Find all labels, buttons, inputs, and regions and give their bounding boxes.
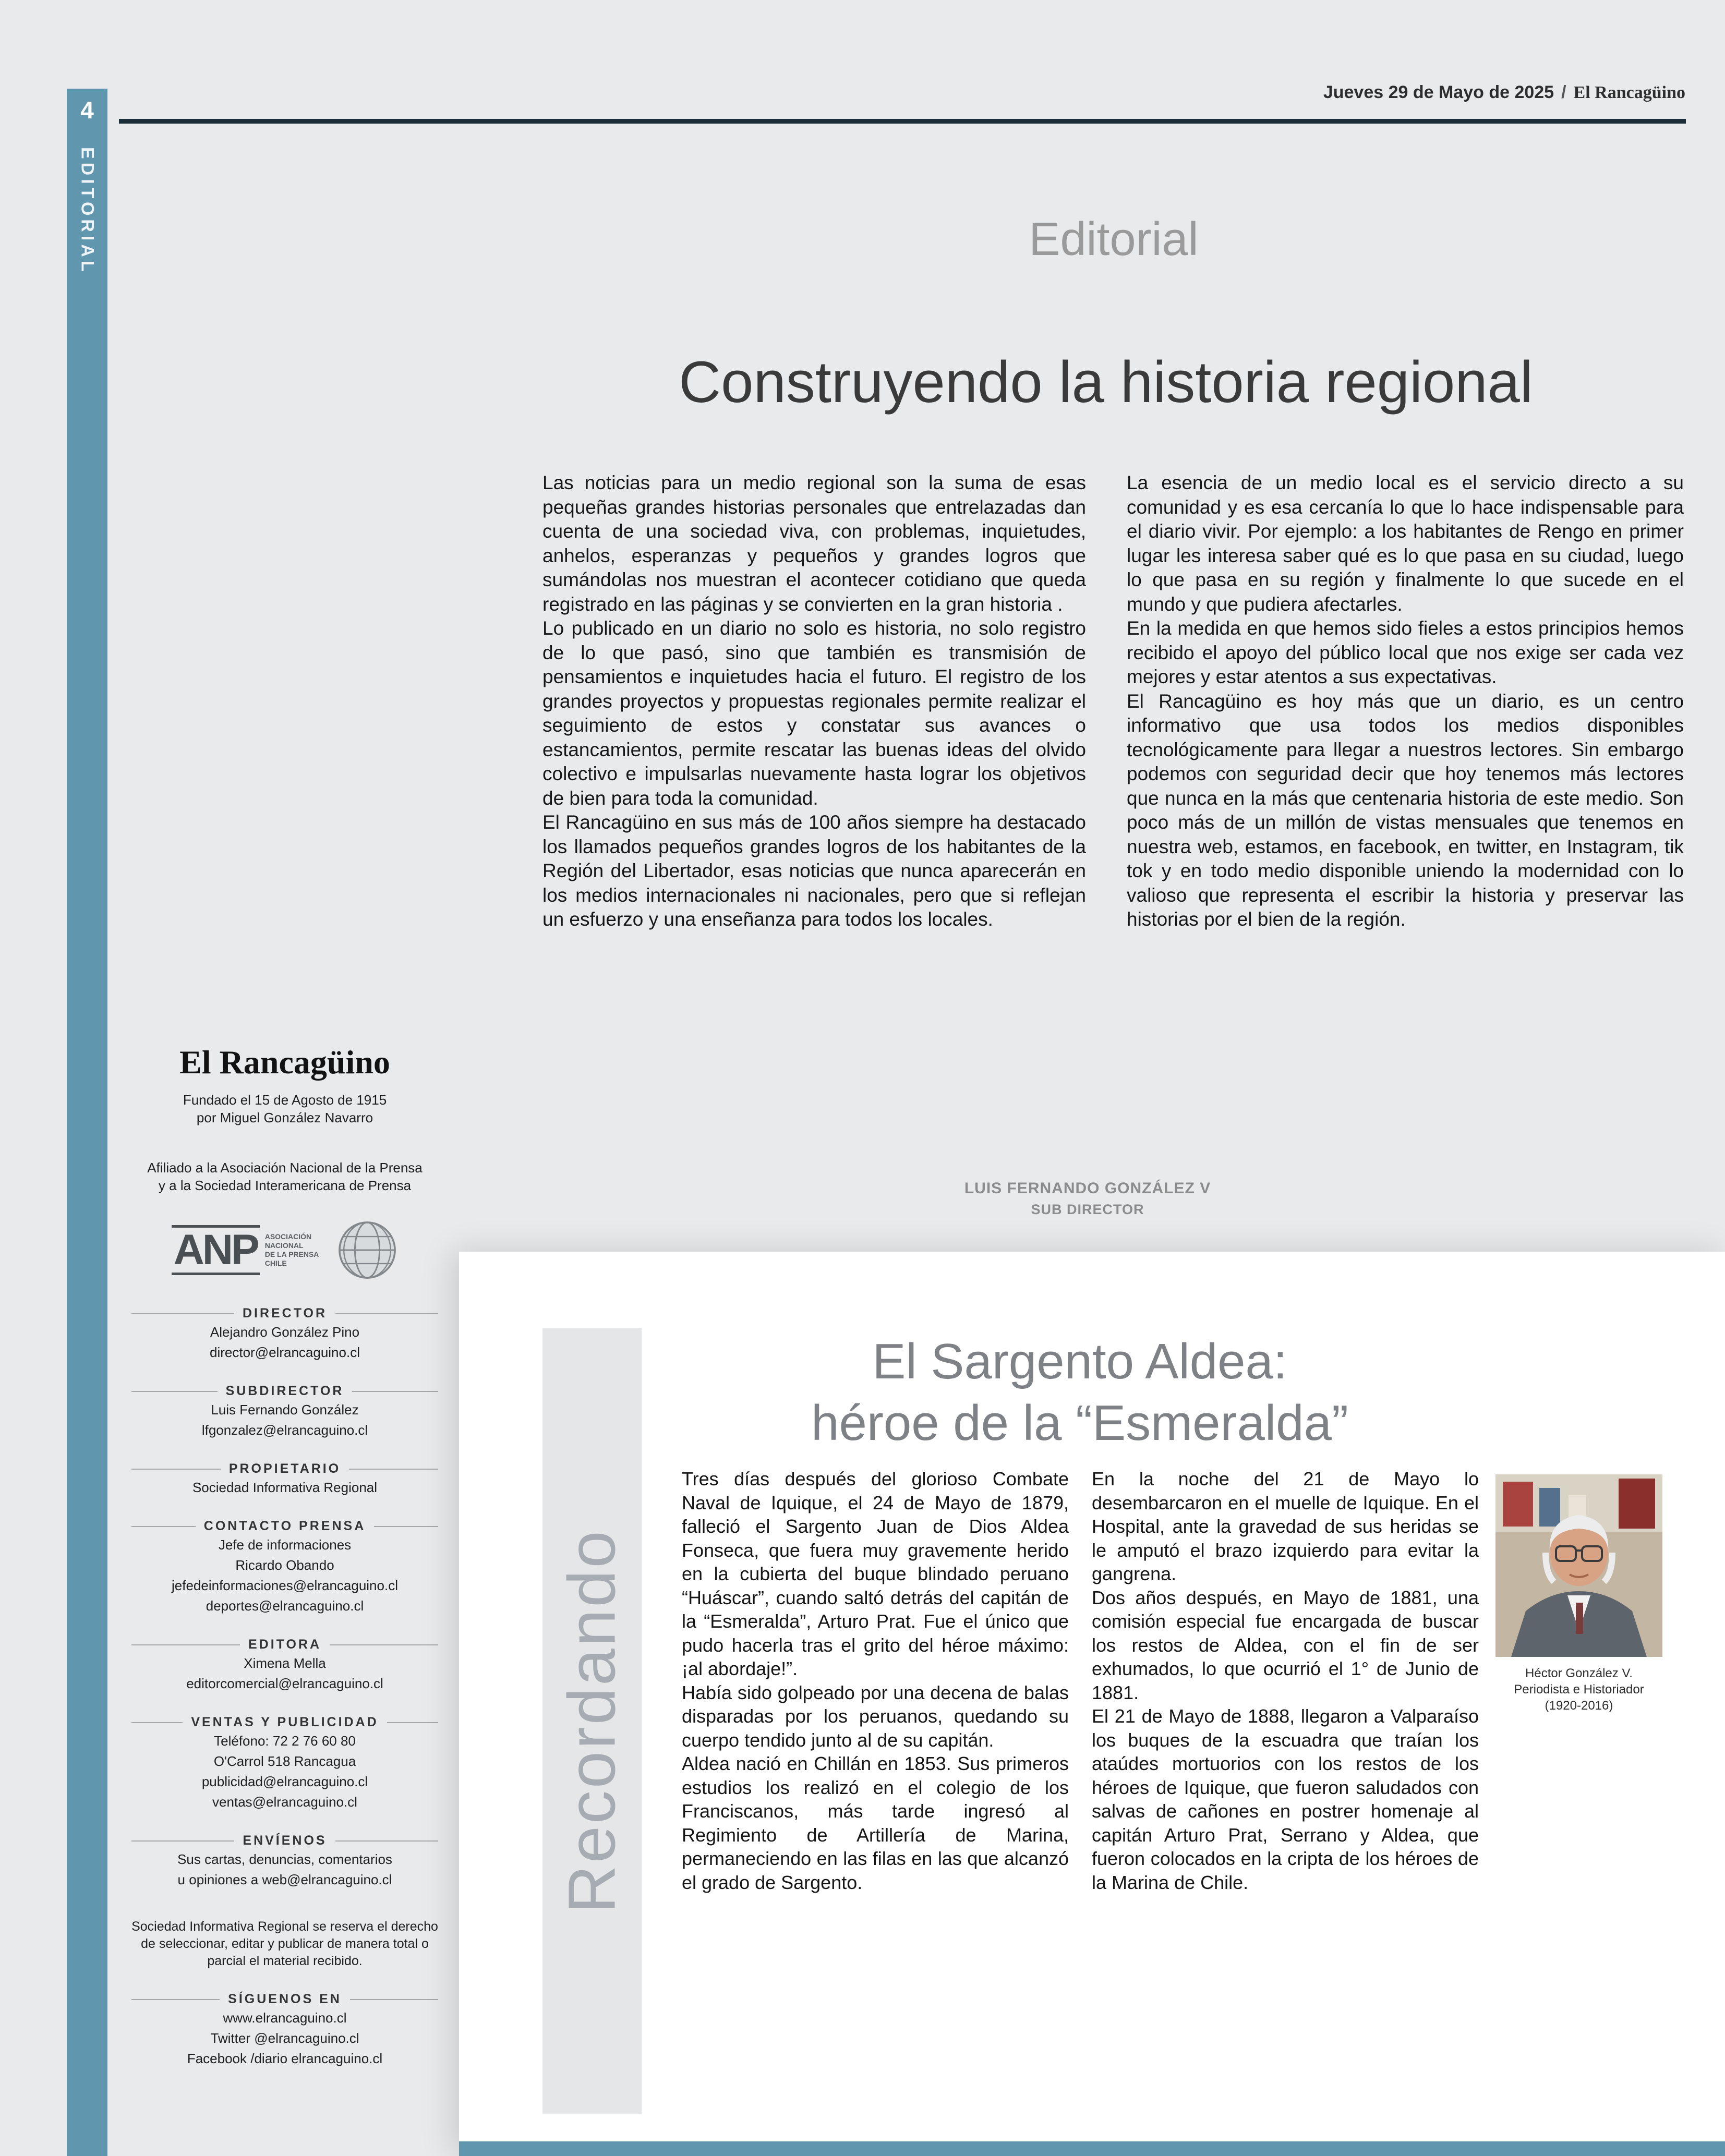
masthead-logos <box>131 1216 438 1284</box>
anp-sub-line: NACIONAL <box>264 1241 304 1250</box>
portrait-photo-block <box>1495 1474 1662 1714</box>
globe-logo-icon <box>336 1219 398 1281</box>
editorial-title: Construyendo la historia regional <box>679 349 1533 415</box>
masthead-line: director@elrancaguino.cl <box>210 1345 360 1360</box>
anp-logo-letters: ANP <box>172 1225 260 1275</box>
photo-caption-line: (1920-2016) <box>1545 1699 1613 1713</box>
photo-caption <box>1495 1665 1662 1714</box>
editorial-paragraph: El Rancagüino en sus más de 100 años siempre ha destacado los llamados pequeños grandes logros de los habitantes de la Región del Libertador, esas noticias que nunca aparecerán en los medios internacionales ni nacionales, pero que si reflejan un esfuerzo y una enseñanza para todos los locales. <box>542 811 1086 930</box>
masthead-section-contacto-prensa <box>131 1519 438 1615</box>
byline-name: LUIS FERNANDO GONZÁLEZ V <box>964 1180 1211 1197</box>
masthead-line: lfgonzalez@elrancaguino.cl <box>201 1422 368 1438</box>
masthead-section-propietario <box>131 1461 438 1497</box>
feature-title <box>682 1331 1478 1454</box>
editorial-paragraph: Lo publicado en un diario no solo es historia, no solo registro de lo que pasó, sino que también es transmisión de pensamientos e inquietudes hacia el futuro. El registro de los grandes proyectos y propuestas regionales permite realizar el seguimiento de estos y constatar sus avances o estancamientos, permite rescatar las buenas ideas del olvido colectivo e impulsarlas nuevamente hasta lograr los objetivos de bien para toda la comunidad. <box>542 617 1086 809</box>
page-number: 4 <box>80 96 94 124</box>
header-brand: El Rancagüino <box>1573 83 1685 102</box>
masthead-section-ventas <box>131 1715 438 1811</box>
masthead-line: Alejandro González Pino <box>210 1324 360 1340</box>
anp-sub-line: CHILE <box>264 1259 287 1267</box>
masthead-section-director <box>131 1306 438 1362</box>
feature-column-1 <box>682 1467 1069 1894</box>
masthead-section-envienos <box>131 1833 438 1889</box>
header-date: Jueves 29 de Mayo de 2025 <box>1323 82 1554 102</box>
feature-paragraph: Tres días después del glorioso Combate Naval de Iquique, el 24 de Mayo de 1879, falleció el Sargento Juan de Dios Aldea Fonseca, que fuera muy gravemente herido en la cubierta del buque blindado peruano “Huáscar”, cuando saltó detrás del capitán de la “Esmeralda”, Arturo Prat. Fue el único que pudo hacerla tras el grito del héroe máximo: ¡al abordaje!”. <box>682 1468 1069 1679</box>
masthead-line: Jefe de informaciones <box>218 1537 352 1553</box>
editorial-paragraph: En la medida en que hemos sido fieles a estos principios hemos recibido el apoyo del público local que nos exige ser cada vez mejores y estar atentos a sus expectativas. <box>1127 617 1684 687</box>
section-vertical-label: EDITORIAL <box>77 147 98 275</box>
anp-logo-subtext <box>265 1232 319 1268</box>
masthead-affiliation-line: y a la Sociedad Interamericana de Prensa <box>158 1178 412 1193</box>
feature-column-2 <box>1092 1467 1479 1894</box>
masthead-section-label: ENVÍENOS <box>131 1833 438 1848</box>
masthead-section-label: CONTACTO PRENSA <box>131 1519 438 1534</box>
recordando-strip <box>542 1328 642 2114</box>
masthead-section-label: PROPIETARIO <box>131 1461 438 1476</box>
masthead-line: Ximena Mella <box>244 1655 326 1671</box>
anp-sub-line: ASOCIACIÓN <box>264 1232 312 1241</box>
photo-caption-line: Héctor González V. <box>1525 1666 1633 1680</box>
masthead-line: editorcomercial@elrancaguino.cl <box>186 1676 383 1691</box>
header-rule <box>119 119 1686 124</box>
masthead-line: O'Carrol 518 Rancagua <box>213 1753 356 1769</box>
masthead-founded <box>131 1091 438 1127</box>
masthead-affiliation <box>131 1159 438 1194</box>
masthead-founded-line: por Miguel González Navarro <box>196 1110 373 1125</box>
masthead-line: Ricardo Obando <box>235 1557 334 1573</box>
editorial-column-1 <box>542 471 1086 932</box>
masthead-section-label: VENTAS Y PUBLICIDAD <box>131 1715 438 1730</box>
feature-paragraph: En la noche del 21 de Mayo lo desembarcaron en el muelle de Iquique. En el Hospital, ante la gravedad de sus heridas se le amputó el brazo izquierdo para evitar la gangrena. <box>1092 1468 1479 1584</box>
section-color-bar <box>67 89 107 2156</box>
feature-bottom-bar <box>459 2141 1725 2156</box>
masthead-section-editora <box>131 1637 438 1693</box>
portrait-photo <box>1495 1474 1662 1657</box>
masthead-section-label: SÍGUENOS EN <box>131 1992 438 2007</box>
masthead-section-siguenos <box>131 1992 438 2068</box>
header-separator: / <box>1561 82 1566 102</box>
editorial-byline <box>542 1180 1633 1218</box>
editorial-paragraph: Las noticias para un medio regional son la suma de esas pequeñas grandes historias personales que entrelazadas dan cuenta de una sociedad viva, con problemas, inquietudes, anhelos, esperanzas y pequeños y grandes logros que sumándolas nos muestran el acontecer cotidiano que queda registrado en las páginas y se convierten en la gran historia . <box>542 472 1086 615</box>
anp-sub-line: DE LA PRENSA <box>264 1250 319 1258</box>
masthead-line: jefedeinformaciones@elrancaguino.cl <box>172 1578 398 1593</box>
editorial-kicker: Editorial <box>1029 213 1199 265</box>
byline-role: SUB DIRECTOR <box>1031 1202 1144 1217</box>
feature-title-line1: El Sargento Aldea: <box>872 1334 1287 1389</box>
masthead-section-subdirector <box>131 1384 438 1439</box>
masthead-line: Sus cartas, denuncias, comentarios <box>177 1851 392 1867</box>
feature-paragraph: Aldea nació en Chillán en 1853. Sus primeros estudios los realizó en el colegio de los Franciscanos, más tarde ingresó al Regimiento de Artillería de Marina, permaneciendo en las filas en las que alcanzó el grado de Sargento. <box>682 1753 1069 1893</box>
masthead-founded-line: Fundado el 15 de Agosto de 1915 <box>183 1092 387 1108</box>
masthead-brand: El Rancagüino <box>179 1044 390 1081</box>
masthead <box>131 1043 438 2068</box>
masthead-line: www.elrancaguino.cl <box>223 2010 347 2026</box>
editorial-column-2 <box>1127 471 1684 932</box>
recordando-vertical-label: Recordando <box>554 1529 630 1913</box>
masthead-line: ventas@elrancaguino.cl <box>212 1794 357 1810</box>
feature-title-line2: héroe de la “Esmeralda” <box>811 1395 1348 1451</box>
masthead-line: publicidad@elrancaguino.cl <box>201 1774 368 1789</box>
feature-paragraph: Dos años después, en Mayo de 1881, una comisión especial fue encargada de buscar los restos de Aldea, con el fin de ser exhumados, lo que ocurrió el 1° de Junio de 1881. <box>1092 1586 1479 1703</box>
masthead-line: Twitter @elrancaguino.cl <box>210 2030 359 2046</box>
masthead-section-label: EDITORA <box>131 1637 438 1652</box>
masthead-line: Luis Fernando González <box>211 1402 359 1418</box>
photo-caption-line: Periodista e Historiador <box>1514 1682 1644 1697</box>
masthead-line: deportes@elrancaguino.cl <box>206 1598 364 1614</box>
anp-logo <box>172 1225 319 1275</box>
masthead-line: Teléfono: 72 2 76 60 80 <box>214 1733 356 1749</box>
masthead-section-label: DIRECTOR <box>131 1306 438 1321</box>
masthead-section-label: SUBDIRECTOR <box>131 1384 438 1399</box>
masthead-line: u opiniones a web@elrancaguino.cl <box>177 1872 392 1887</box>
editorial-paragraph: La esencia de un medio local es el servicio directo a su comunidad y es esa cercanía lo que lo hace indispensable para el diario vivir. Por ejemplo: a los habitantes de Rengo en primer lugar les interesa saber qué es lo que pasa en su ciudad, luego lo que pasa en su región y finalmente lo que sucede en el mundo y que pudiera afectarles. <box>1127 472 1684 615</box>
editorial-paragraph: El Rancagüino es hoy más que un diario, es un centro informativo que usa todos los medios disponibles tecnológicamente para llegar a nuestros lectores. Sin embargo podemos con seguridad decir que hoy tenemos más lectores que nunca en la más que centenaria historia de este medio. Son poco más de un millón de vistas mensuales que tenemos en nuestra web, estamos, en facebook, en twitter, en Instagram, tik tok y en todo medio disponible uniendo la modernidad con lo valioso que representa el escribir la historia y preservar las historias por el bien de la región. <box>1127 690 1684 930</box>
feature-paragraph: Había sido golpeado por una decena de balas disparadas por los peruanos, quedando su cuerpo tendido junto al de su capitán. <box>682 1681 1069 1751</box>
feature-article-box <box>459 1252 1725 2156</box>
feature-paragraph: El 21 de Mayo de 1888, llegaron a Valparaíso los buques de la escuadra que traían los ataúdes mortuorios con los restos de los héroes de Iquique, que fueron saludados con salvas de cañones en postrer homenaje al capitán Arturo Prat, Serrano y Aldea, que fueron colocados en la cripta de los héroes de la Marina de Chile. <box>1092 1705 1479 1893</box>
masthead-disclaimer: Sociedad Informativa Regional se reserva el derecho de seleccionar, editar y publicar de manera total o parcial el material recibido. <box>131 1919 438 1968</box>
page-header <box>1323 82 1685 103</box>
masthead-affiliation-line: Afiliado a la Asociación Nacional de la Prensa <box>147 1160 423 1176</box>
masthead-line: Sociedad Informativa Regional <box>192 1480 378 1495</box>
masthead-line: Facebook /diario elrancaguino.cl <box>187 2051 383 2066</box>
